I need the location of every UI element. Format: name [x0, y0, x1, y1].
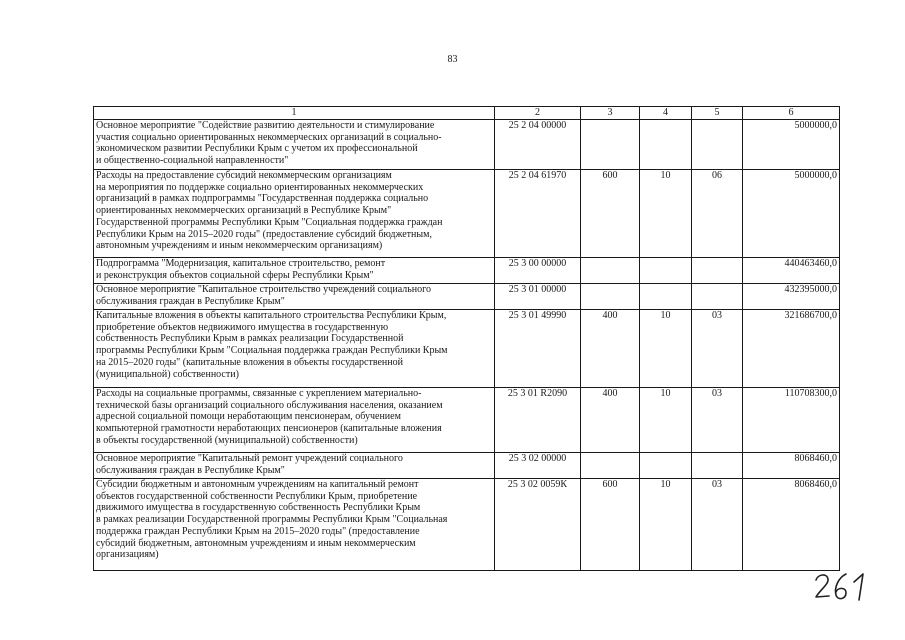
column-header: 3 [581, 107, 640, 120]
table-header-row [94, 107, 840, 120]
row-c3: 600 [581, 479, 640, 571]
row-c3 [581, 453, 640, 479]
row-amount: 440463460,0 [743, 258, 840, 284]
row-name: Капитальные вложения в объекты капитального строительства Республики Крым, приобретение объектов недвижимого имущества в государственную собственность Республики Крым в рамках реализации Государственной программы Республики Крым "Социальная поддержка граждан Республики Крым на 2015–2020 годы" (капитальные вложения в объекты государственной (муниципальной) собственности) [94, 310, 495, 388]
table-row [94, 284, 840, 310]
table-row [94, 258, 840, 284]
row-name: Расходы на социальные программы, связанные с укреплением материально- технической базы организаций социального обслуживания населения, оказанием адресной социальной помощи неработающим пенсионерам, обучением компьютерной грамотности неработающих пенсионеров (капитальные вложения в объекты государственной (муниципальной) собственности) [94, 388, 495, 453]
row-c3: 400 [581, 388, 640, 453]
column-header: 5 [692, 107, 743, 120]
row-amount: 432395000,0 [743, 284, 840, 310]
row-c3: 600 [581, 170, 640, 258]
row-name: Основное мероприятие "Капитальное строительство учреждений социального обслуживания граждан в Республике Крым" [94, 284, 495, 310]
row-name: Расходы на предоставление субсидий некоммерческим организациям на мероприятия по поддержке социально ориентированных некоммерческих организаций в рамках подпрограммы "Государственная поддержка социально ориентированных некоммерческих организаций в Республике Крым" Государственной программы Республики Крым "Социальная поддержка граждан Республики Крым на 2015–2020 годы" (предоставление субсидий бюджетным, автономным учреждениям и иным некоммерческим организациям) [94, 170, 495, 258]
table-row [94, 388, 840, 453]
table-row [94, 479, 840, 571]
row-amount: 8068460,0 [743, 453, 840, 479]
row-code: 25 3 02 00000 [495, 453, 581, 479]
row-c3: 400 [581, 310, 640, 388]
row-c4: 10 [640, 388, 692, 453]
row-c5 [692, 453, 743, 479]
row-c3 [581, 258, 640, 284]
column-header: 1 [94, 107, 495, 120]
row-c5: 03 [692, 388, 743, 453]
row-c5: 06 [692, 170, 743, 258]
row-c4: 10 [640, 170, 692, 258]
row-c4 [640, 120, 692, 170]
row-name: Субсидии бюджетным и автономным учреждениям на капитальный ремонт объектов государственной собственности Республики Крым, приобретение движимого имущества в государственную собственность Республики Крым в рамках реализации Государственной программы Республики Крым "Социальная поддержка граждан Республики Крым на 2015–2020 годы" (предоставление субсидий бюджетным, автономным учреждениям и иным некоммерческим организациям) [94, 479, 495, 571]
row-name: Подпрограмма "Модернизация, капитальное строительство, ремонт и реконструкция объектов социальной сферы Республики Крым" [94, 258, 495, 284]
table-row [94, 310, 840, 388]
row-c4 [640, 453, 692, 479]
row-c4: 10 [640, 479, 692, 571]
row-c5 [692, 284, 743, 310]
table-row [94, 120, 840, 170]
row-name: Основное мероприятие "Содействие развитию деятельности и стимулирование участия социально ориентированных некоммерческих организаций в социально- экономическом развитии Республики Крым с учетом их профессиональной и общественно-социальной направленности" [94, 120, 495, 170]
row-code: 25 3 01 49990 [495, 310, 581, 388]
row-c5: 03 [692, 310, 743, 388]
row-code: 25 3 00 00000 [495, 258, 581, 284]
row-c5: 03 [692, 479, 743, 571]
budget-table [93, 106, 840, 571]
row-c3 [581, 120, 640, 170]
table-row [94, 453, 840, 479]
row-amount: 110708300,0 [743, 388, 840, 453]
row-code: 25 3 02 0059К [495, 479, 581, 571]
row-c5 [692, 258, 743, 284]
row-code: 25 3 01 R2090 [495, 388, 581, 453]
row-amount: 321686700,0 [743, 310, 840, 388]
row-c3 [581, 284, 640, 310]
row-c5 [692, 120, 743, 170]
row-name: Основное мероприятие "Капитальный ремонт учреждений социального обслуживания граждан в Республике Крым" [94, 453, 495, 479]
page-number: 83 [447, 54, 458, 65]
row-c4 [640, 258, 692, 284]
row-amount: 5000000,0 [743, 170, 840, 258]
row-code: 25 2 04 00000 [495, 120, 581, 170]
column-header: 6 [743, 107, 840, 120]
row-amount: 8068460,0 [743, 479, 840, 571]
column-header: 2 [495, 107, 581, 120]
handwritten-page-number [812, 570, 872, 604]
column-header: 4 [640, 107, 692, 120]
row-c4 [640, 284, 692, 310]
row-amount: 5000000,0 [743, 120, 840, 170]
row-code: 25 2 04 61970 [495, 170, 581, 258]
row-c4: 10 [640, 310, 692, 388]
table-row [94, 170, 840, 258]
row-code: 25 3 01 00000 [495, 284, 581, 310]
